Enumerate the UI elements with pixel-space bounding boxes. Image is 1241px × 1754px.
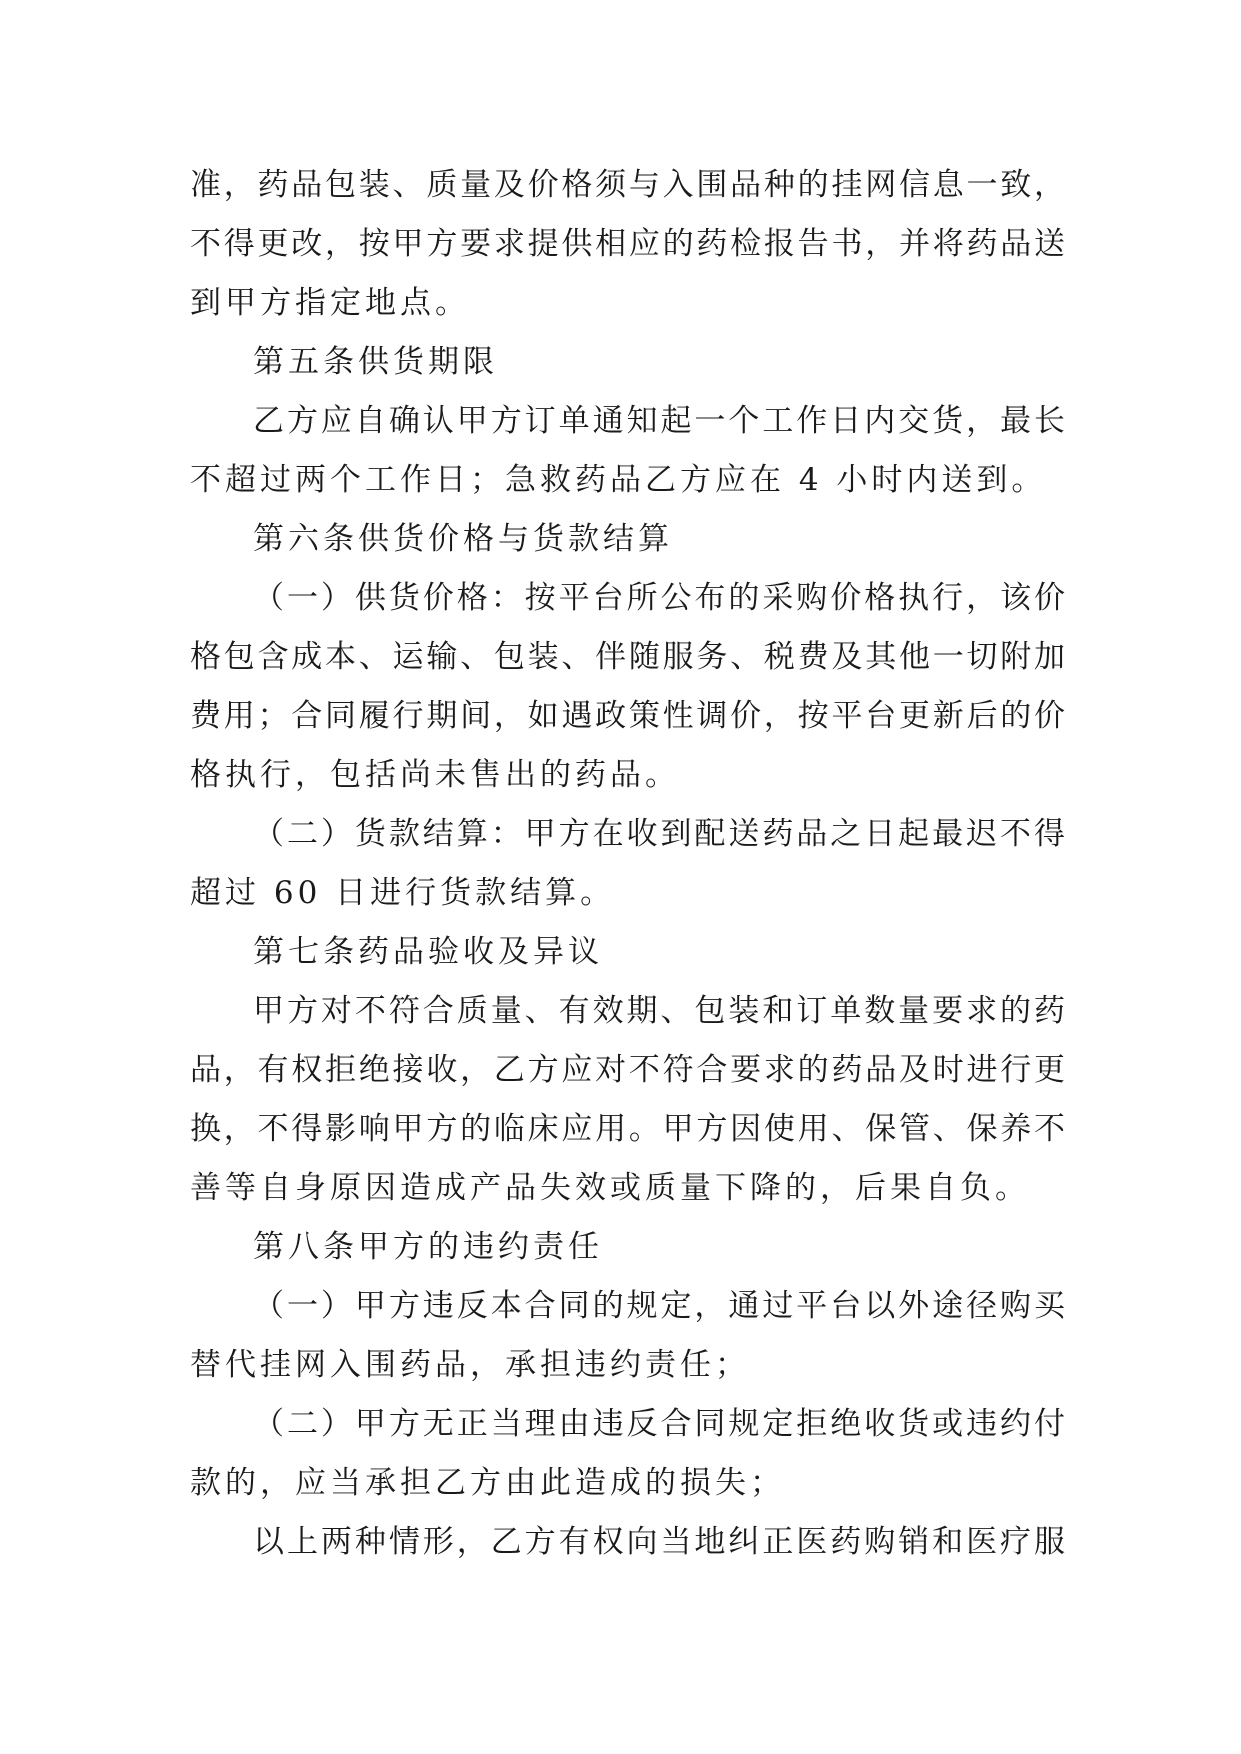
paragraph-line: 超过 60 日进行货款结算。 (190, 875, 616, 911)
paragraph-line: 格执行，包括尚未售出的药品。 (190, 757, 680, 793)
paragraph-line: 格包含成本、运输、包装、伴随服务、税费及其他一切附加 (190, 639, 1065, 675)
paragraph-line: （二）甲方无正当理由违反合同规定拒绝收货或违约付 (253, 1406, 1065, 1442)
paragraph-line: 以上两种情形，乙方有权向当地纠正医药购销和医疗服 (253, 1524, 1065, 1560)
paragraph-line: 品，有权拒绝接收，乙方应对不符合要求的药品及时进行更 (190, 1052, 1065, 1088)
paragraph-line: 费用；合同履行期间，如遇政策性调价，按平台更新后的价 (190, 698, 1065, 734)
paragraph-line: （一）供货价格：按平台所公布的采购价格执行，该价 (253, 580, 1065, 616)
section-heading: 第七条药品验收及异议 (253, 934, 603, 970)
paragraph-line: （二）货款结算：甲方在收到配送药品之日起最迟不得 (253, 816, 1065, 852)
paragraph-line: 款的，应当承担乙方由此造成的损失； (190, 1465, 785, 1501)
paragraph-line: 不得更改，按甲方要求提供相应的药检报告书，并将药品送 (190, 226, 1065, 262)
paragraph-line: 替代挂网入围药品，承担违约责任； (190, 1347, 750, 1383)
paragraph-line: 不超过两个工作日；急救药品乙方应在 4 小时内送到。 (190, 462, 1047, 498)
section-heading: 第八条甲方的违约责任 (253, 1229, 603, 1265)
section-heading: 第五条供货期限 (253, 344, 498, 380)
paragraph-line: （一）甲方违反本合同的规定，通过平台以外途径购买 (253, 1288, 1065, 1324)
paragraph-line: 善等自身原因造成产品失效或质量下降的，后果自负。 (190, 1170, 1030, 1206)
section-heading: 第六条供货价格与货款结算 (253, 521, 673, 557)
paragraph-line: 甲方对不符合质量、有效期、包装和订单数量要求的药 (253, 993, 1065, 1029)
paragraph-line: 换，不得影响甲方的临床应用。甲方因使用、保管、保养不 (190, 1111, 1065, 1147)
paragraph-line: 准，药品包装、质量及价格须与入围品种的挂网信息一致， (190, 167, 1065, 203)
paragraph-line: 乙方应自确认甲方订单通知起一个工作日内交货，最长 (253, 403, 1065, 439)
paragraph-line: 到甲方指定地点。 (190, 285, 470, 321)
